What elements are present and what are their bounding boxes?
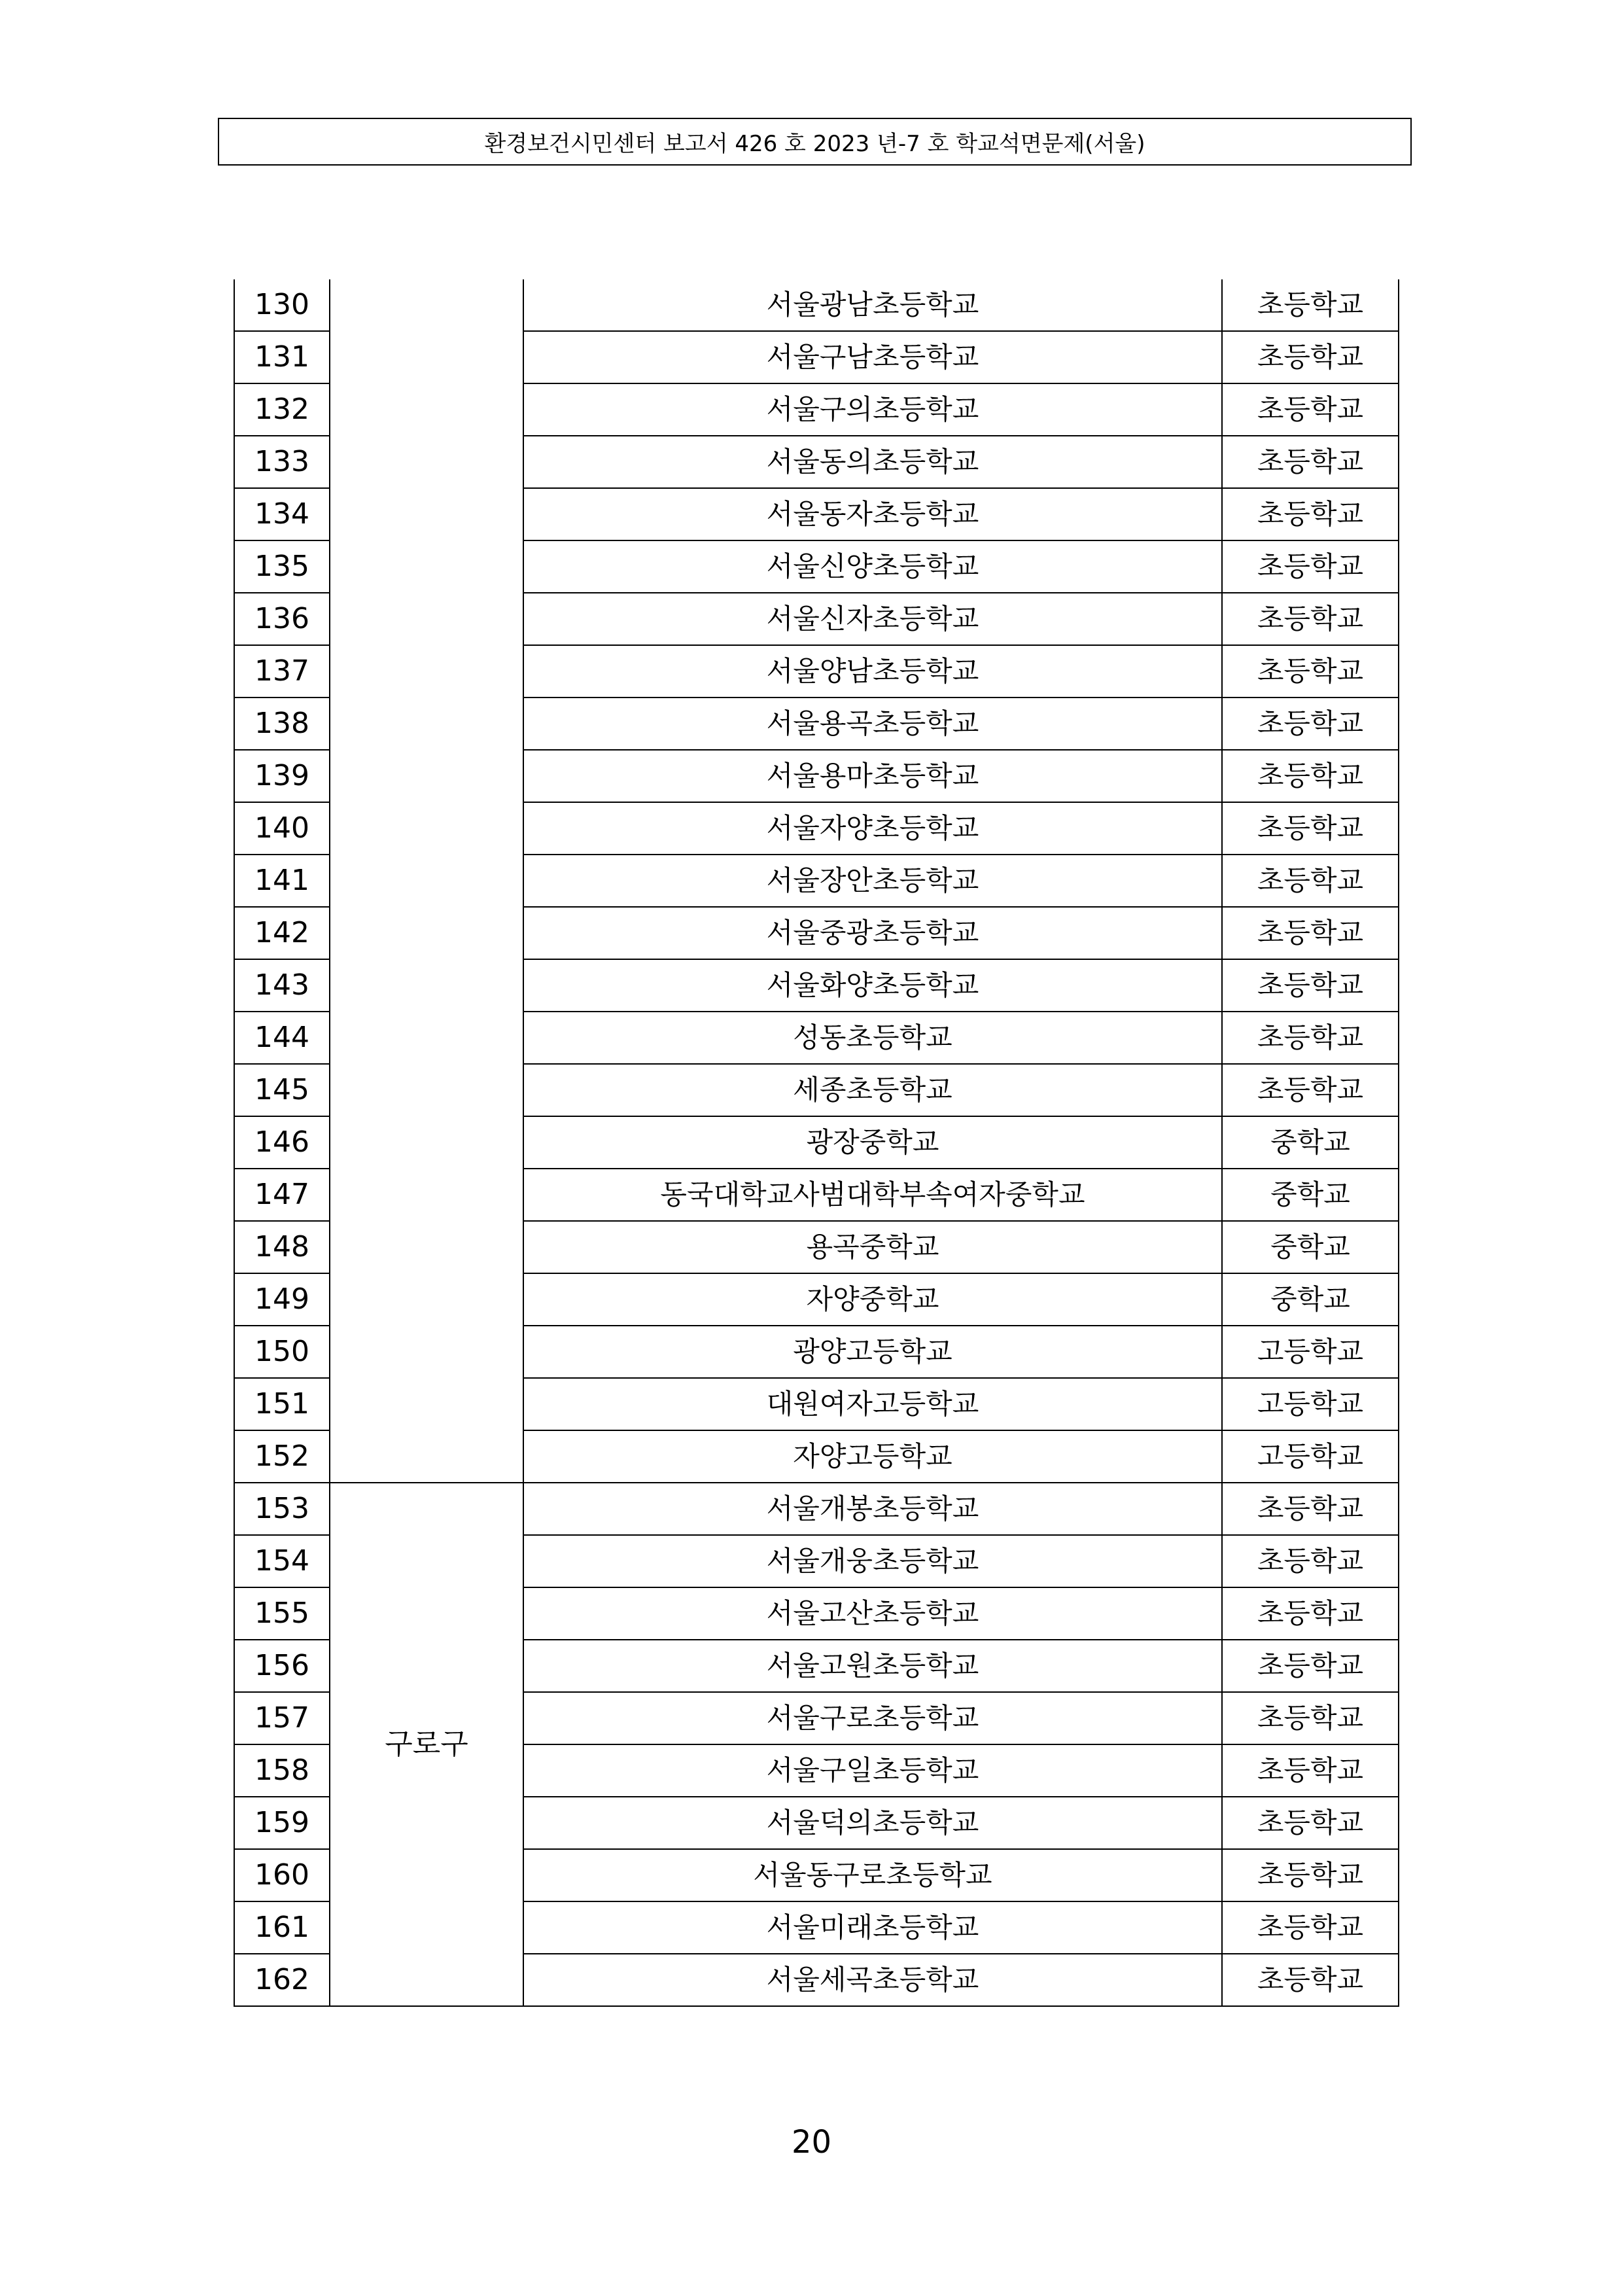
row-number: 152 — [234, 1430, 330, 1483]
school-type: 초등학교 — [1222, 1901, 1399, 1954]
school-name: 서울미래초등학교 — [523, 1901, 1222, 1954]
school-asbestos-table — [234, 279, 1399, 2007]
row-number: 162 — [234, 1954, 330, 2006]
school-name: 서울용마초등학교 — [523, 750, 1222, 802]
school-type: 초등학교 — [1222, 279, 1399, 331]
school-type: 초등학교 — [1222, 645, 1399, 698]
school-name: 서울신양초등학교 — [523, 540, 1222, 593]
school-type: 중학교 — [1222, 1116, 1399, 1169]
school-name: 서울화양초등학교 — [523, 959, 1222, 1012]
school-name: 서울동자초등학교 — [523, 488, 1222, 540]
school-type: 초등학교 — [1222, 488, 1399, 540]
table-body — [234, 279, 1399, 2006]
row-number: 144 — [234, 1012, 330, 1064]
row-number: 143 — [234, 959, 330, 1012]
row-number: 149 — [234, 1273, 330, 1326]
school-name: 서울고산초등학교 — [523, 1587, 1222, 1640]
school-type: 초등학교 — [1222, 593, 1399, 645]
school-type: 초등학교 — [1222, 1587, 1399, 1640]
school-name: 서울덕의초등학교 — [523, 1797, 1222, 1849]
page-number: 20 — [791, 2124, 832, 2161]
school-name: 서울용곡초등학교 — [523, 698, 1222, 750]
report-header-title: 환경보건시민센터 보고서 426 호 2023 년-7 호 학교석면문제(서울) — [484, 131, 1145, 157]
school-name: 서울장안초등학교 — [523, 855, 1222, 907]
school-type: 초등학교 — [1222, 1640, 1399, 1692]
row-number: 160 — [234, 1849, 330, 1901]
school-type: 초등학교 — [1222, 1064, 1399, 1116]
row-number: 139 — [234, 750, 330, 802]
row-number: 148 — [234, 1221, 330, 1273]
row-number: 134 — [234, 488, 330, 540]
school-type: 초등학교 — [1222, 1954, 1399, 2006]
school-name: 서울양남초등학교 — [523, 645, 1222, 698]
school-name: 서울구의초등학교 — [523, 383, 1222, 436]
school-type: 초등학교 — [1222, 959, 1399, 1012]
row-number: 158 — [234, 1744, 330, 1797]
row-number: 142 — [234, 907, 330, 959]
school-name: 서울구로초등학교 — [523, 1692, 1222, 1744]
row-number: 150 — [234, 1326, 330, 1378]
row-number: 145 — [234, 1064, 330, 1116]
school-name: 자양중학교 — [523, 1273, 1222, 1326]
school-name: 자양고등학교 — [523, 1430, 1222, 1483]
school-type: 초등학교 — [1222, 1849, 1399, 1901]
row-number: 135 — [234, 540, 330, 593]
school-type: 초등학교 — [1222, 383, 1399, 436]
row-number: 154 — [234, 1535, 330, 1587]
report-header — [218, 118, 1412, 166]
row-number: 136 — [234, 593, 330, 645]
row-number: 141 — [234, 855, 330, 907]
school-name: 서울개봉초등학교 — [523, 1483, 1222, 1535]
district-cell — [330, 279, 523, 1483]
school-name: 서울동의초등학교 — [523, 436, 1222, 488]
row-number: 157 — [234, 1692, 330, 1744]
row-number: 133 — [234, 436, 330, 488]
school-type: 초등학교 — [1222, 698, 1399, 750]
school-name: 용곡중학교 — [523, 1221, 1222, 1273]
row-number: 146 — [234, 1116, 330, 1169]
school-name: 서울광남초등학교 — [523, 279, 1222, 331]
school-name: 서울개웅초등학교 — [523, 1535, 1222, 1587]
school-type: 고등학교 — [1222, 1326, 1399, 1378]
table-row — [234, 1483, 1399, 1535]
school-type: 초등학교 — [1222, 1797, 1399, 1849]
row-number: 132 — [234, 383, 330, 436]
school-name: 서울고원초등학교 — [523, 1640, 1222, 1692]
row-number: 153 — [234, 1483, 330, 1535]
school-name: 성동초등학교 — [523, 1012, 1222, 1064]
school-type: 초등학교 — [1222, 750, 1399, 802]
school-name: 광양고등학교 — [523, 1326, 1222, 1378]
row-number: 151 — [234, 1378, 330, 1430]
row-number: 137 — [234, 645, 330, 698]
row-number: 131 — [234, 331, 330, 383]
school-name: 대원여자고등학교 — [523, 1378, 1222, 1430]
school-name: 세종초등학교 — [523, 1064, 1222, 1116]
school-type: 초등학교 — [1222, 331, 1399, 383]
school-type: 초등학교 — [1222, 1535, 1399, 1587]
row-number: 147 — [234, 1169, 330, 1221]
row-number: 140 — [234, 802, 330, 855]
school-type: 초등학교 — [1222, 436, 1399, 488]
school-type: 초등학교 — [1222, 540, 1399, 593]
school-type: 초등학교 — [1222, 802, 1399, 855]
school-type: 초등학교 — [1222, 855, 1399, 907]
school-type: 초등학교 — [1222, 907, 1399, 959]
school-name: 서울세곡초등학교 — [523, 1954, 1222, 2006]
school-name: 서울중광초등학교 — [523, 907, 1222, 959]
row-number: 159 — [234, 1797, 330, 1849]
school-name: 광장중학교 — [523, 1116, 1222, 1169]
row-number: 156 — [234, 1640, 330, 1692]
school-type: 초등학교 — [1222, 1012, 1399, 1064]
row-number: 155 — [234, 1587, 330, 1640]
school-type: 초등학교 — [1222, 1692, 1399, 1744]
school-type: 초등학교 — [1222, 1744, 1399, 1797]
school-name: 서울동구로초등학교 — [523, 1849, 1222, 1901]
school-name: 서울신자초등학교 — [523, 593, 1222, 645]
row-number: 161 — [234, 1901, 330, 1954]
row-number: 138 — [234, 698, 330, 750]
row-number: 130 — [234, 279, 330, 331]
school-type: 초등학교 — [1222, 1483, 1399, 1535]
school-name: 동국대학교사범대학부속여자중학교 — [523, 1169, 1222, 1221]
school-type: 중학교 — [1222, 1221, 1399, 1273]
school-name: 서울구일초등학교 — [523, 1744, 1222, 1797]
district-cell: 구로구 — [330, 1483, 523, 2006]
school-type: 고등학교 — [1222, 1378, 1399, 1430]
school-name: 서울구남초등학교 — [523, 331, 1222, 383]
school-type: 고등학교 — [1222, 1430, 1399, 1483]
school-type: 중학교 — [1222, 1169, 1399, 1221]
school-name: 서울자양초등학교 — [523, 802, 1222, 855]
table-row — [234, 279, 1399, 331]
school-type: 중학교 — [1222, 1273, 1399, 1326]
